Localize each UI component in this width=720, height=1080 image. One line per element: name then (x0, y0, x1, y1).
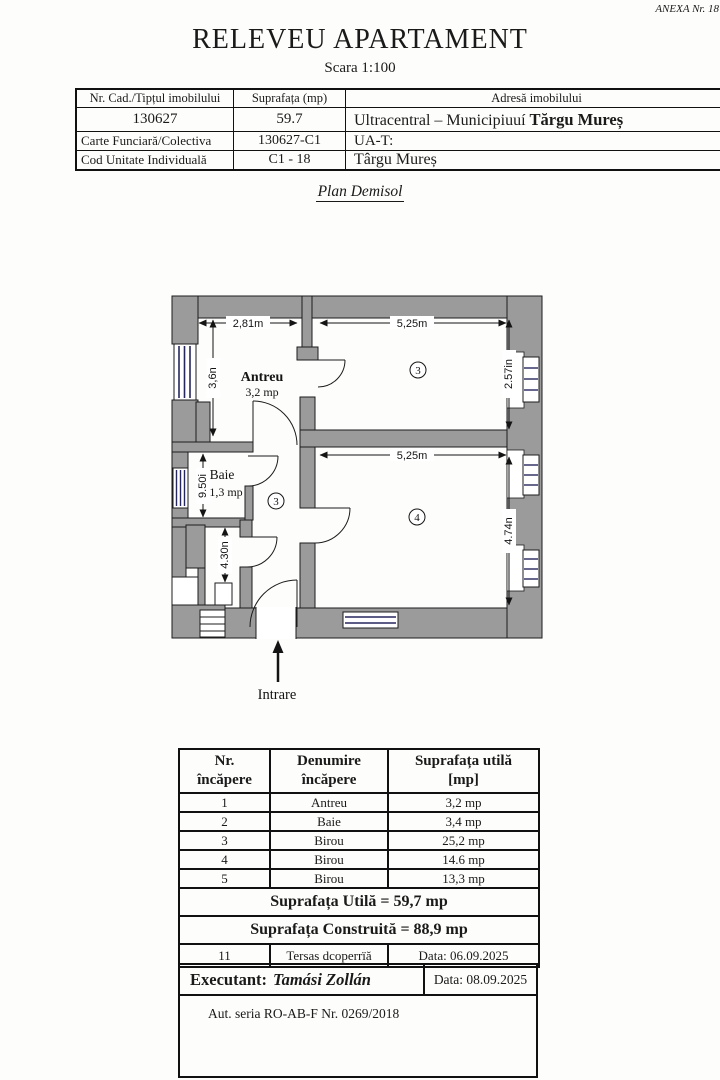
room-area: 14.6 mp (388, 850, 539, 869)
dim-430 (218, 528, 232, 582)
cadastral-number: 130627 (76, 108, 234, 132)
room-nr: 5 (179, 869, 270, 888)
stairs (200, 610, 225, 637)
door-antreu-hall (253, 401, 297, 445)
total-built-row (179, 916, 539, 944)
room-name: Birou (270, 831, 388, 850)
room-name: Antreu (270, 793, 388, 812)
room-area-baie: 1,3 mp (209, 485, 243, 499)
room-area-table (178, 748, 540, 968)
svg-text:4: 4 (414, 512, 420, 524)
table-row (76, 151, 720, 171)
address-value (346, 108, 720, 132)
room-badge-3-top (410, 362, 426, 378)
scale-subtitle: Scara 1:100 (324, 60, 396, 76)
table-row (179, 793, 539, 812)
executant-row (178, 963, 538, 996)
page-title: RELEVEU APARTAMENT (192, 24, 528, 55)
door-small-room (247, 537, 277, 567)
executant-label: Executant: (190, 969, 267, 989)
total-useful-area: Suprafața Utilă = 59,7 mp (179, 888, 539, 916)
table-row (179, 850, 539, 869)
room-badge-4 (409, 509, 425, 525)
unit-city: Târgu Mureș (346, 151, 720, 171)
table-row (179, 812, 539, 831)
address-prefix: Ultracentral – Municipiuuí (354, 111, 530, 129)
unit-code-label: Cod Unitate Individuală (76, 151, 234, 171)
table-row (76, 89, 720, 108)
land-book-value: 130627-C1 (234, 132, 346, 151)
window-left-1 (174, 344, 196, 400)
table-header-row (179, 749, 539, 793)
authorization-box (178, 994, 538, 1078)
room-badge-3-hall (268, 493, 284, 509)
info-header-cadastral: Nr. Cad./Tipțul imobilului (76, 89, 234, 108)
dimensions (196, 316, 516, 605)
dim-525-mid (320, 448, 506, 462)
total-useful-row (179, 888, 539, 916)
room-area: 3,4 mp (388, 812, 539, 831)
room-name: Baie (270, 812, 388, 831)
dim-label-36: 3,6n (207, 367, 219, 389)
entrance-label: Intrare (257, 687, 297, 703)
room-label-baie: Baie (209, 467, 235, 482)
property-info-table (75, 88, 720, 171)
entrance-arrow-icon (273, 640, 284, 682)
dim-label-430: 4.30n (219, 541, 231, 569)
dim-label-525-top: 5,25m (396, 318, 428, 330)
room-name: Birou (270, 850, 388, 869)
table-row (179, 869, 539, 888)
land-book-label: Carte Funciară/Colectiva (76, 132, 234, 151)
floor-plan-svg (170, 290, 548, 705)
window-right-2 (523, 455, 539, 495)
executant-name: Tamási Zollán (273, 969, 371, 989)
room-area: 13,3 mp (388, 869, 539, 888)
dim-label-525-mid: 5,25m (396, 450, 428, 462)
table-row (76, 132, 720, 151)
door-antreu-room3 (318, 360, 345, 387)
surface-value: 59.7 (234, 108, 346, 132)
uat-label: UA-T: (346, 132, 720, 151)
window-bottom (343, 612, 398, 628)
room-nr: 1 (179, 793, 270, 812)
room-area: 25,2 mp (388, 831, 539, 850)
dim-label-474: 4.74n (503, 517, 515, 545)
window-right-3 (523, 550, 539, 587)
executant-cell (178, 963, 425, 996)
room-area-antreu: 3,2 mp (245, 385, 279, 399)
header-suprafata: Suprafața utilă [mp] (388, 749, 539, 793)
authorization-text: Aut. seria RO-AB-F Nr. 0269/2018 (208, 1006, 400, 1021)
room-name: Birou (270, 869, 388, 888)
room-nr: 3 (179, 831, 270, 850)
floor-plan (170, 290, 548, 705)
door-baie (248, 456, 278, 486)
total-built-area: Suprafața Construită = 88,9 mp (179, 916, 539, 944)
table-row (76, 108, 720, 132)
address-city: Tărgu Mureș (529, 109, 624, 129)
dim-950 (196, 454, 210, 517)
annex-note: ANEXA Nr. 18 (655, 3, 719, 15)
doors (247, 360, 350, 627)
dim-label-950: 9.50i (197, 474, 209, 498)
room-nr: 2 (179, 812, 270, 831)
terrace-nr: 11 (179, 944, 270, 967)
header-nr: Nr. încăpere (179, 749, 270, 793)
room-area: 3,2 mp (388, 793, 539, 812)
unit-code-value: C1 - 18 (234, 151, 346, 171)
svg-text:3: 3 (415, 365, 421, 377)
room-nr: 4 (179, 850, 270, 869)
window-left-2 (173, 468, 188, 508)
window-right-1 (523, 357, 539, 402)
info-header-address: Adresă imobilului (346, 89, 720, 108)
header-denumire: Denumire încăpere (270, 749, 388, 793)
terrace-date: Data: 06.09.2025 (388, 944, 539, 967)
svg-text:3: 3 (273, 496, 279, 508)
terrace-name: Tersas dcoperrïă (270, 944, 388, 967)
table-row (179, 831, 539, 850)
door-room4 (315, 508, 350, 543)
dim-label-257: 2.57in (503, 359, 515, 389)
plan-heading: Plan Demisol (317, 183, 403, 200)
executant-date: Data: 08.09.2025 (425, 963, 538, 996)
room-label-antreu: Antreu (240, 370, 284, 385)
info-header-surface: Suprafața (mp) (234, 89, 346, 108)
dim-label-281: 2,81m (232, 318, 264, 330)
